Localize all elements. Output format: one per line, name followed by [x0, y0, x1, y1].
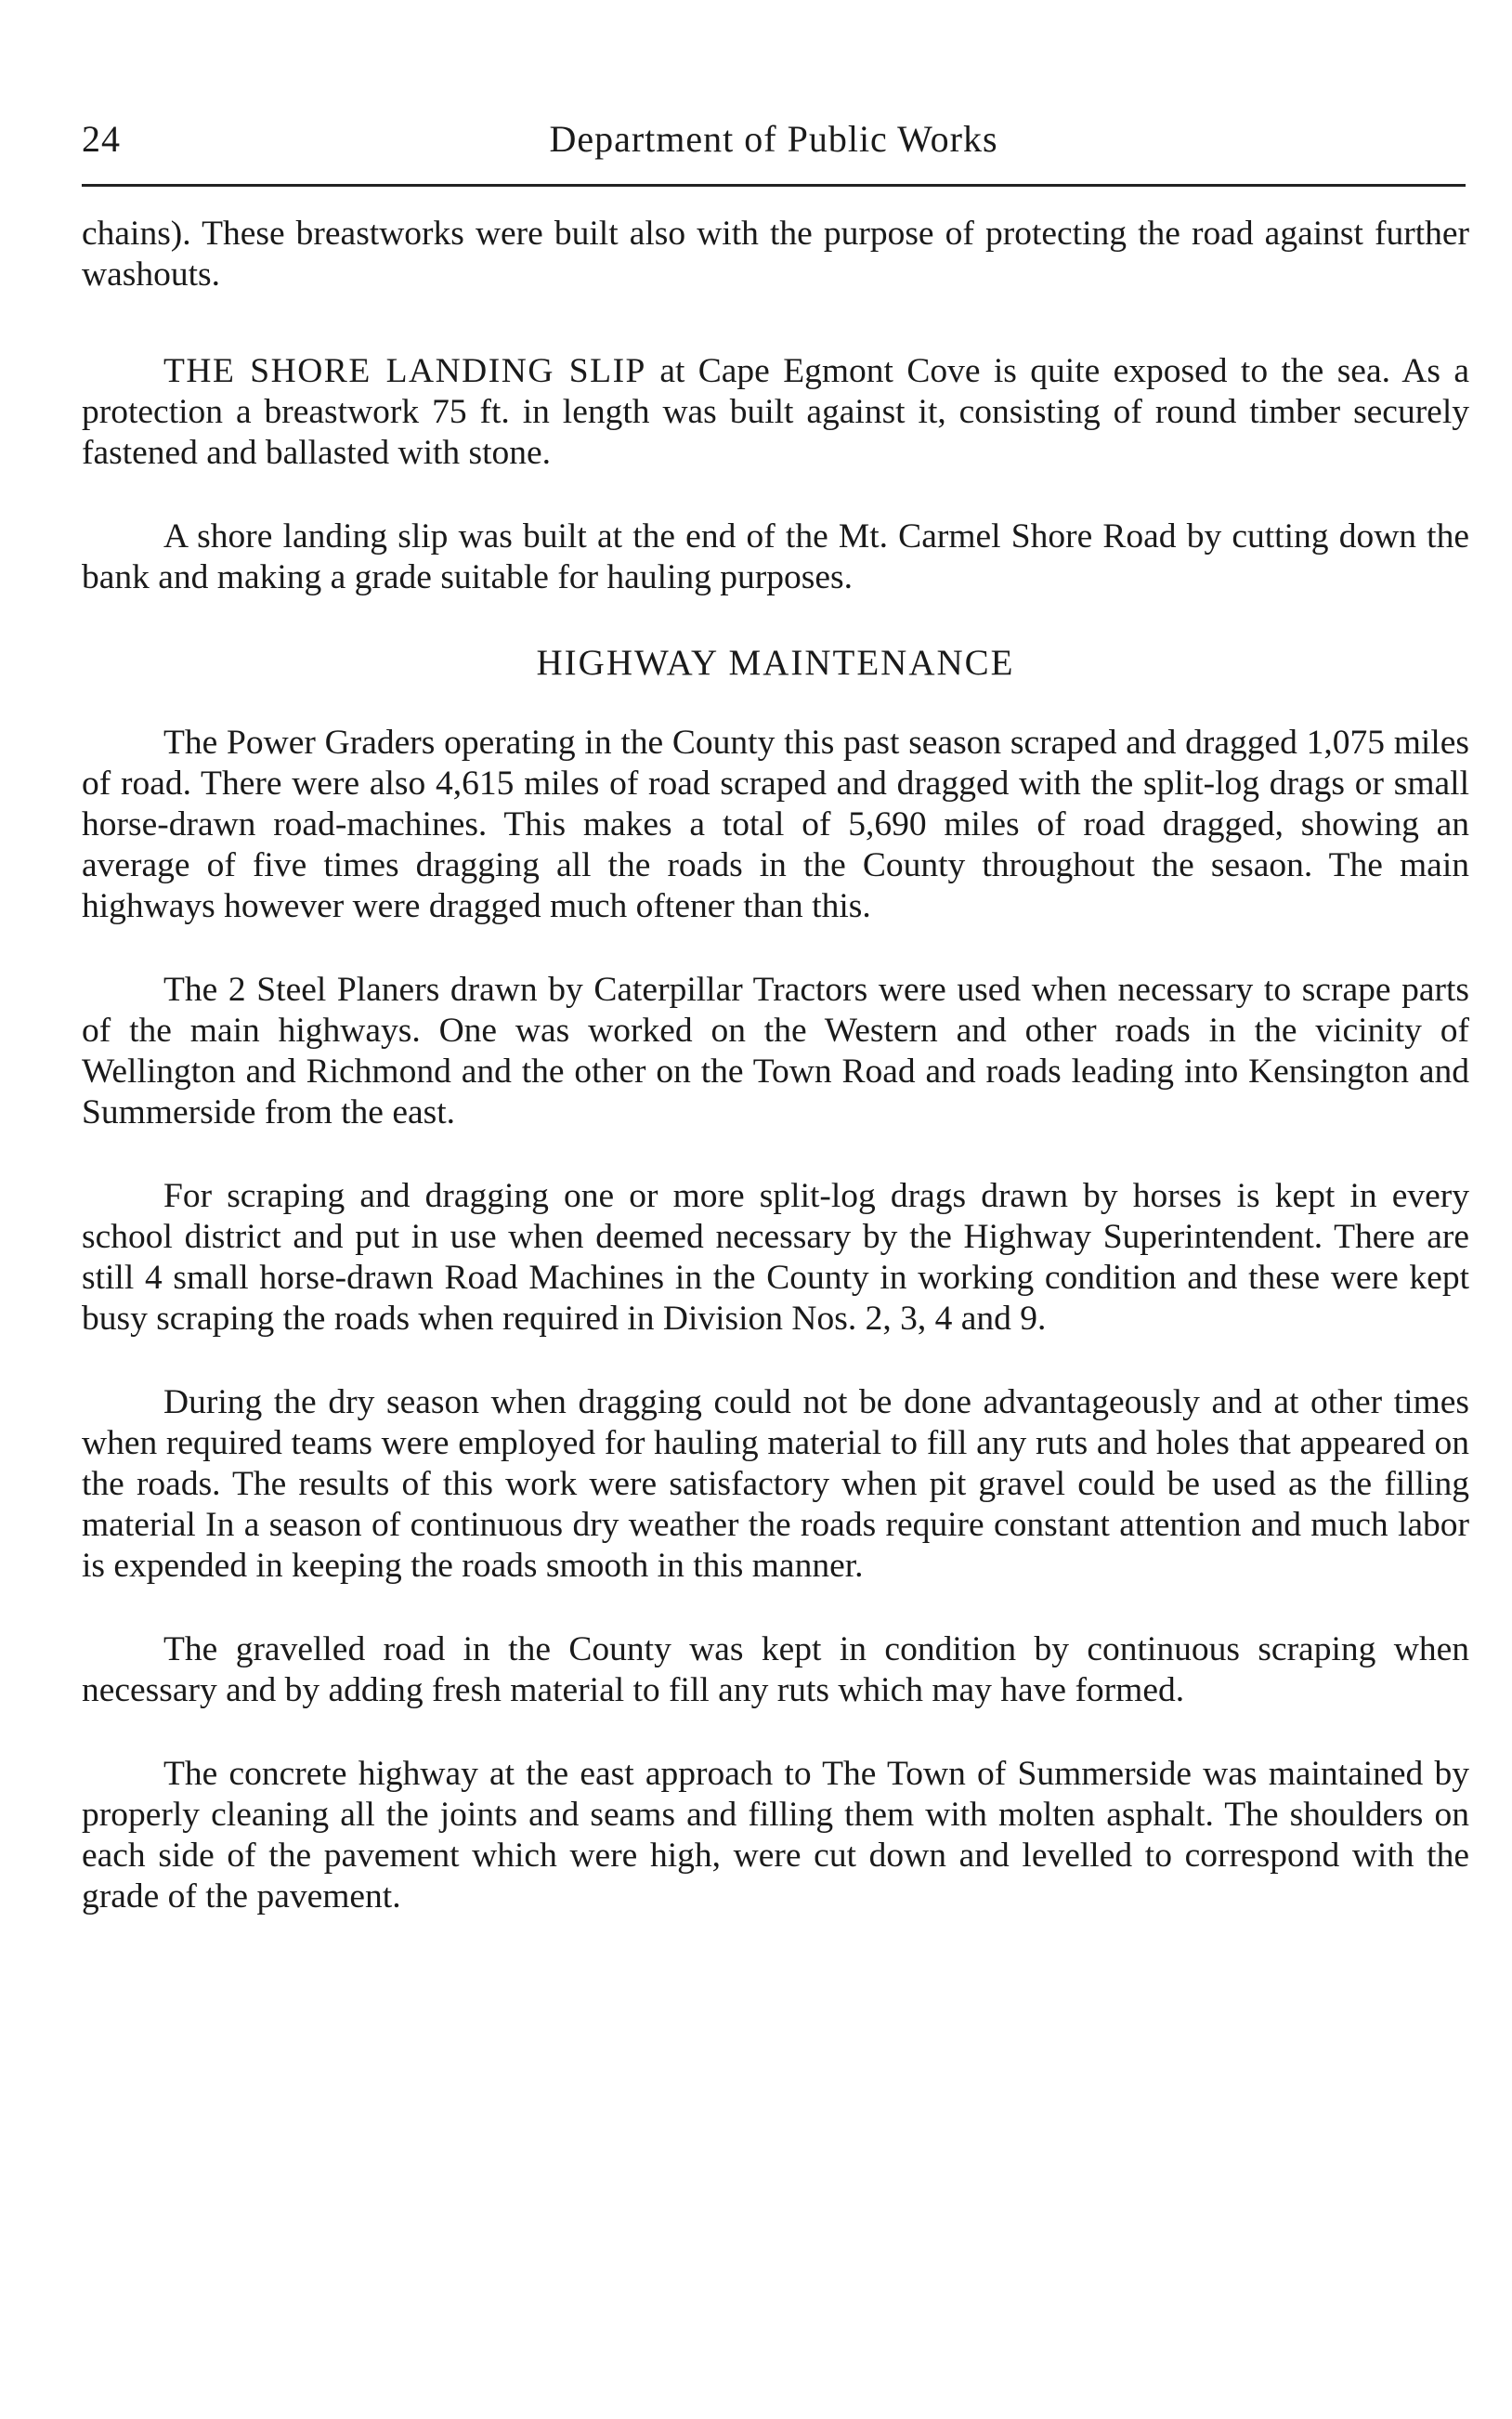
paragraph-dry-season: During the dry season when dragging could not be done advantageously and at other times when required teams were employed for hauling material to fill any ruts and holes that appeared on the roads. The results of this work were satisfactory when pit gravel could be used as the filling material In a season of continuous dry weather the roads require constant attention and much labor is expended in keeping the roads smooth in this manner.: [82, 1383, 1469, 1585]
page-number: 24: [82, 118, 121, 160]
body-text: [82, 214, 1469, 1960]
paragraph-lead-caps: THE SHORE LANDING SLIP: [163, 352, 646, 390]
running-head: Department of Public Works: [549, 118, 998, 160]
paragraph-concrete-highway: The concrete highway at the east approach to The Town of Summerside was maintained by properly cleaning all the joints and seams and filling them with molten asphalt. The shoulders on each side of the pavement which were high, were cut down and levelled to correspond with the grade of the pavement.: [82, 1755, 1469, 1916]
paragraph-steel-planers: The 2 Steel Planers drawn by Caterpillar Tractors were used when necessary to scrape parts of the main highways. One was worked on the Western and other roads in the vicinity of Wellington and Richmond and the other on the Town Road and roads leading into Kensington and Summerside from the east.: [82, 971, 1469, 1131]
paragraph-mt-carmel: A shore landing slip was built at the end of the Mt. Carmel Shore Road by cutting down the bank and making a grade suitable for hauling purposes.: [82, 517, 1469, 596]
paragraph-gravelled-road: The gravelled road in the County was kept in condition by continuous scraping when necessary and by adding fresh material to fill any ruts which may have formed.: [82, 1630, 1469, 1709]
header-rule: [82, 184, 1466, 187]
paragraph-power-graders: The Power Graders operating in the County this past season scraped and dragged 1,075 miles of road. There were also 4,615 miles of road scraped and dragged with the split-log drags or small horse-drawn road-machines. This makes a total of 5,690 miles of road dragged, showing an average of five times dragging all the roads in the County throughout the sesaon. The main highways however were dragged much oftener than this.: [82, 724, 1469, 925]
paragraph-split-log-drags: For scraping and dragging one or more split-log drags drawn by horses is kept in every school district and put in use when deemed necessary by the Highway Superintendent. There are still 4 small horse-drawn Road Machines in the County in working condition and these were kept busy scraping the roads when required in Division Nos. 2, 3, 4 and 9.: [82, 1177, 1469, 1338]
page-header: [82, 110, 1466, 165]
paragraph-shore-landing-slip: [82, 351, 1469, 474]
paragraph-text: at Cape Egmont Cove is quite exposed to the sea. As a protection a breastwork 75 ft. in length was built against it, consisting of round timber securely fastened and ballasted with stone.: [82, 352, 1469, 472]
section-heading: HIGHWAY MAINTENANCE: [536, 643, 1015, 683]
paragraph-continuation: chains). These breastworks were built also with the purpose of protecting the road against further washouts.: [82, 215, 1469, 294]
